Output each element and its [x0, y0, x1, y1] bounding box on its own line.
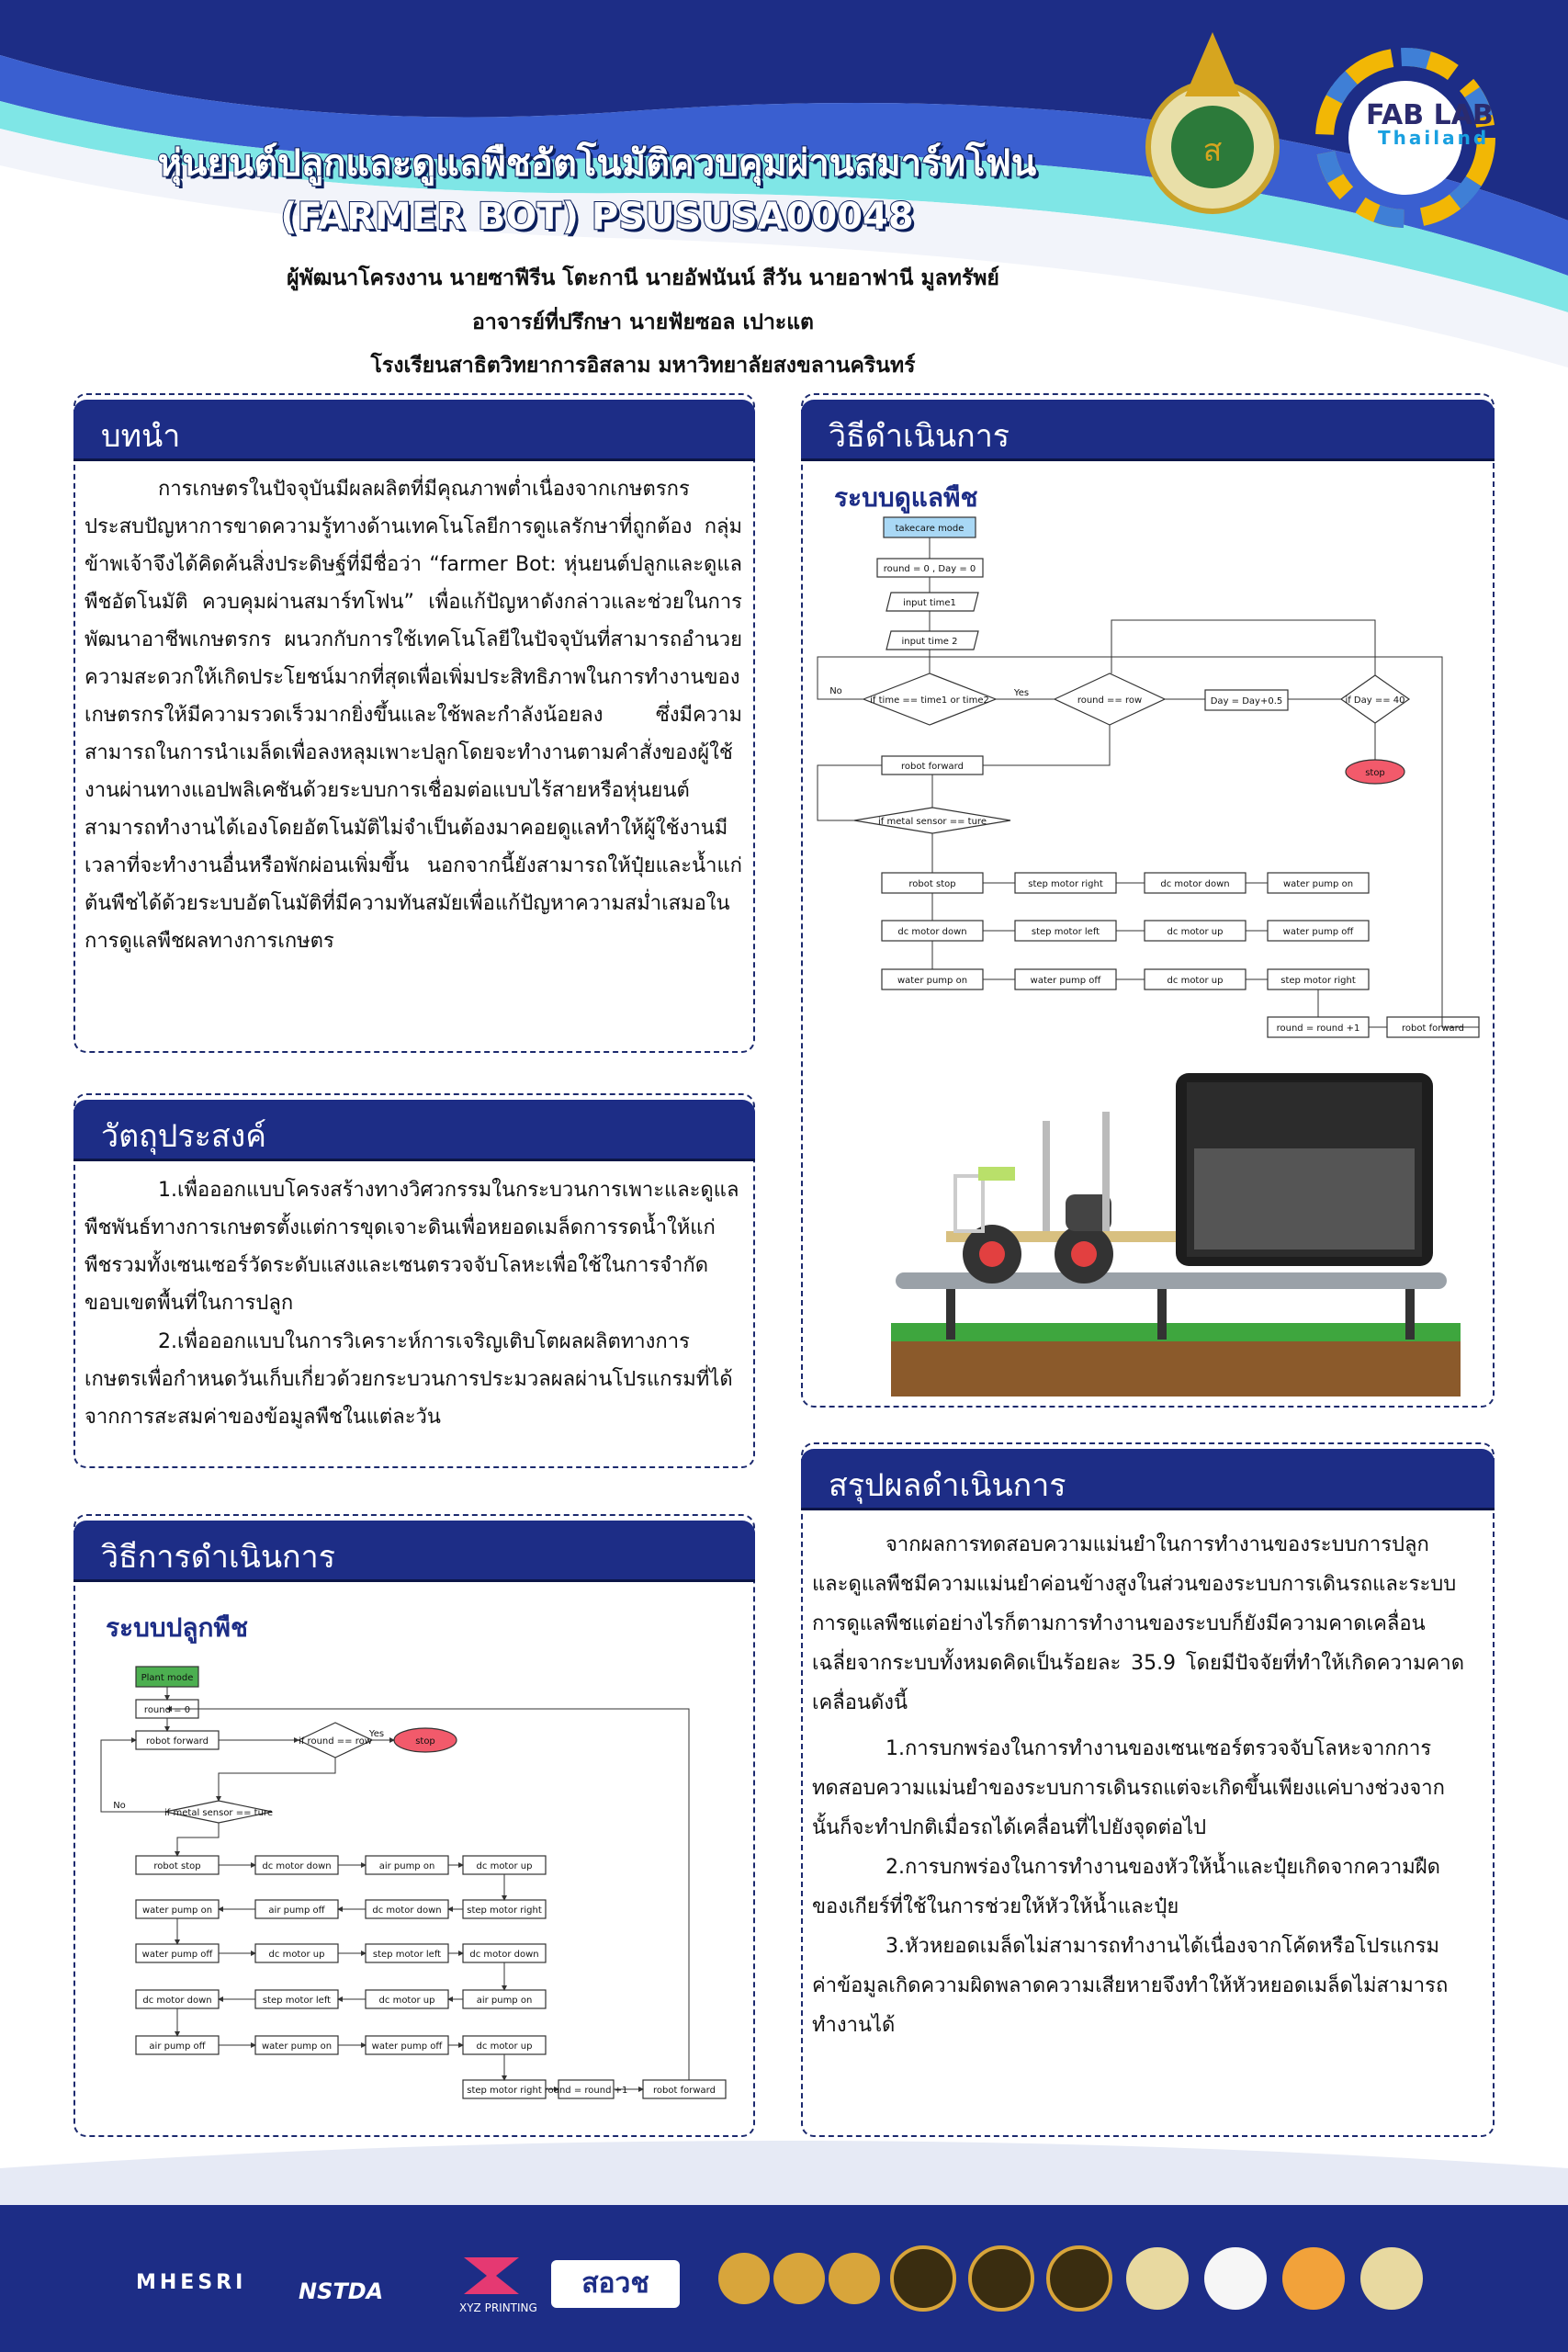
node-takecare: takecare mode	[895, 524, 964, 534]
fablab-subtext: Thailand	[1378, 127, 1490, 149]
node-water-on-r2: water pump on	[897, 976, 968, 986]
node-air-on-2: air pump on	[476, 1996, 533, 2006]
label-no-1: No	[113, 1801, 126, 1811]
node-dc-down-r1: dc motor down	[1160, 879, 1230, 889]
node-step-right-2: step motor right	[467, 2086, 542, 2096]
node-robot-forward-2: robot forward	[653, 2086, 716, 2096]
node-input2: input time 2	[901, 637, 958, 647]
objectives-header: วัตถุประสงค์	[73, 1100, 755, 1159]
node-round-inc-right: round = round +1	[1276, 1023, 1360, 1034]
node-round-day: round = 0 , Day = 0	[883, 564, 976, 574]
node-if-metal: if metal sensor == ture	[164, 1808, 273, 1818]
node-input1: input time1	[903, 598, 956, 608]
node-dc-up-2: dc motor up	[268, 1950, 325, 1960]
node-robot-forward-right: robot forward	[901, 762, 964, 772]
node-round0: round = 0	[143, 1705, 191, 1715]
node-step-left-1: step motor left	[372, 1950, 442, 1960]
node-if-round-right: round == row	[1077, 695, 1143, 706]
label-yes-right: Yes	[1013, 688, 1030, 698]
developers-line: ผู้พัฒนาโครงงาน นายซาฟีรีน โตะกานี นายอัฟนันน์ สีวัน นายอาฟานี มูลทรัพย์	[287, 266, 999, 290]
care-method-header: วิธีดำเนินการ	[801, 400, 1495, 458]
node-if-time: if time == time1 or time2	[870, 695, 989, 706]
node-air-on-1: air pump on	[378, 1861, 435, 1871]
intro-text: การเกษตรในปัจจุบันมีผลผลิตที่มีคุณภาพต่ำเนื่องจากเกษตรกรประสบปัญหาการขาดความรู้ทางด้านเทคโนโลยีการดูแลรักษาที่ถูกต้อง กลุ่มข้าพเจ้าจึงได้คิดค้นสิ่งประดิษฐ์ที่มีชื่อว่า “farmer Bot: หุ่นยนต์ปลูกและดูแลพืชอัตโนมัติ ควบคุมผ่านสมาร์ทโฟน” เพื่อแก้ปัญหาดังกล่าวและช่วยในการพัฒนาอาชีพเกษตรกร ผนวกกับการใช้เทคโนโลยีในปัจจุบันที่สามารถอำนวยความสะดวกให้เกิดประโยชน์มากที่สุดเพื่อเพิ่มประสิทธิภาพในการทำงานของเกษตรกรให้มีความรวดเร็วมากยิ่งขึ้นและใช้พละกำลังน้อยลง ซึ่งมีความสามารถในการนำเมล็ดเพื่อลงหลุมเพาะปลูกโดยจะทำงานตามคำสั่งของผู้ใช้งานผ่านทางแอปพลิเคชันด้วยระบบการเชื่อมต่อแบบไร้สายหรือหุ่นยนต์สามารถทำงานได้เองโดยอัตโนมัติไม่จำเป็นต้องมาคอยดูแลทำให้ผู้ใช้งานมีเวลาที่จะทำงานอื่นหรือพักผ่อนเพิ่มขึ้น นอกจากนี้ยังสามารถให้ปุ๋ยและน้ำแก่ต้นพืชได้ด้วยระบบอัตโนมัติที่มีความทันสมัยเพื่อแก้ปัญหาความสม่ำเสมอในการดูแลพืชผลทางการเกษตร	[85, 478, 742, 953]
footer-logo-xyz: XYZ PRINTING	[459, 2301, 537, 2314]
node-stop-right: stop	[1365, 768, 1385, 778]
summary-header: สรุปผลดำเนินการ	[801, 1449, 1495, 1508]
node-plant-mode: Plant mode	[141, 1673, 194, 1683]
summary-item-1: 1.การบกพร่องในการทำงานของเซนเซอร์ตรวจจับโลหะจากการทดสอบความแม่นยำของระบบการเดินรถแต่จะเกิดขึ้นเพียงแค่บางช่วงจากนั้นก็จะทำปกติเมื่อรถได้เคลื่อนที่ไปยังจุดต่อไป	[812, 1737, 1445, 1839]
title-line-1: หุ่นยนต์ปลูกและดูแลพืชอัตโนมัติควบคุมผ่านสมาร์ทโฟน	[157, 142, 1037, 185]
node-dc-down-3: dc motor down	[469, 1950, 539, 1960]
summary-item-2: 2.การบกพร่องในการทำงานของหัวให้น้ำและปุ๋ยเกิดจากความฝืดของเกียร์ที่ใช้ในการช่วยให้หัวให้น้ำและปุ๋ย	[812, 1856, 1440, 1918]
planting-method-header: วิธีการดำเนินการ	[73, 1521, 755, 1579]
footer-emblems	[707, 2233, 1534, 2324]
node-water-off-r2: water pump off	[1030, 976, 1101, 986]
node-water-off-2: water pump off	[371, 2041, 443, 2052]
node-air-off-2: air pump off	[149, 2041, 206, 2052]
svg-text:ส: ส	[1202, 132, 1223, 169]
node-step-right-1: step motor right	[467, 1905, 542, 1916]
node-dc-down-1: dc motor down	[262, 1861, 332, 1871]
node-water-on-2: water pump on	[261, 2041, 333, 2052]
node-step-left-2: step motor left	[262, 1996, 332, 2006]
node-water-off-1: water pump off	[141, 1950, 213, 1960]
planting-flowchart	[92, 1654, 753, 2104]
node-dc-down-r2: dc motor down	[897, 927, 967, 937]
summary-item-3: 3.หัวหยอดเมล็ดไม่สามารถทำงานได้เนื่องจากโค้ดหรือโปรแกรมค่าข้อมูลเกิดความผิดพลาดความเสียหายจึงทำให้หัวหยอดเมล็ดไม่สามารถทำงานได้	[812, 1935, 1449, 2037]
node-robot-forward: robot forward	[146, 1736, 209, 1747]
title-line-2: (FARMER BOT) PSUSUSA00048	[280, 196, 914, 238]
planting-section-title: ระบบปลูกพืช	[106, 1612, 248, 1643]
objective-item-1: 1.เพื่อออกแบบโครงสร้างทางวิศวกรรมในกระบวนการเพาะและดูแลพืชพันธ์ทางการเกษตรตั้งแต่การขุดเจาะดินเพื่อหยอดเมล็ดการรดน้ำให้แก่พืชรวมทั้งเซนเซอร์วัดระดับแสงและเซนตรวจจับโลหะเพื่อใช้ในการจำกัดขอบเขตพื้นที่ในการปลูก	[85, 1179, 739, 1315]
node-step-left-r1: step motor left	[1031, 927, 1100, 937]
node-round-inc: round = round +1	[544, 2086, 628, 2096]
node-dc-up-4: dc motor up	[476, 2041, 533, 2052]
node-if-day: if Day == 40	[1345, 695, 1405, 706]
footer-logo-xyz-mark	[459, 2253, 524, 2299]
node-step-right-r1: step motor right	[1028, 879, 1103, 889]
node-water-on-1: water pump on	[141, 1905, 213, 1916]
footer-logo-nstda: NSTDA	[299, 2278, 384, 2304]
node-dc-up-r2: dc motor up	[1167, 976, 1224, 986]
node-step-right-r2: step motor right	[1280, 976, 1356, 986]
node-dc-up-1: dc motor up	[476, 1861, 533, 1871]
node-day-inc: Day = Day+0.5	[1210, 696, 1283, 707]
objective-item-2: 2.เพื่อออกแบบในการวิเคราะห์การเจริญเติบโตผลผลิตทางการเกษตรเพื่อกำหนดวันเก็บเกี่ยวด้วยกระบวนการประมวลผลผ่านโปรแกรมที่ได้จากการสะสมค่าของข้อมูลพืชในแต่ละวัน	[85, 1330, 733, 1429]
node-air-off-1: air pump off	[268, 1905, 325, 1916]
footer-logo-mhesri: MHESRI	[136, 2271, 247, 2294]
node-robot-stop-right: robot stop	[908, 879, 956, 889]
node-water-off-r1: water pump off	[1282, 927, 1354, 937]
node-water-on-r1: water pump on	[1282, 879, 1354, 889]
node-dc-down-2: dc motor down	[372, 1905, 442, 1916]
label-yes-1: Yes	[368, 1729, 385, 1739]
label-no-right: No	[829, 686, 842, 696]
node-robot-forward-right-2: robot forward	[1402, 1023, 1464, 1034]
node-dc-up-r1: dc motor up	[1167, 927, 1224, 937]
node-stop: stop	[415, 1736, 435, 1747]
node-robot-stop: robot stop	[153, 1861, 201, 1871]
care-flowchart	[808, 510, 1488, 1052]
school-line: โรงเรียนสาธิตวิทยาการอิสลาม มหาวิทยาลัยสงขลานครินทร์	[370, 354, 916, 378]
node-if-round: if round == row	[299, 1736, 372, 1747]
robot-illustration	[891, 1066, 1461, 1396]
fablab-text: FAB LAB	[1366, 99, 1494, 131]
summary-paragraph-1: จากผลการทดสอบความแม่นยำในการทำงานของระบบการปลูกและดูแลพืชมีความแม่นยำค่อนข้างสูงในส่วนของระบบการเดินรถและระบบการดูแลพืชแต่อย่างไรก็ตามการทำงานของระบบก็ยังมีความคาดเคลื่อนเฉลี่ยจากระบบทั้งหมดคิดเป็นร้อยละ 35.9 โดยมีปัจจัยที่ทำให้เกิดความคาดเคลื่อนดังนี้	[812, 1533, 1464, 1714]
node-dc-down-4: dc motor down	[142, 1996, 212, 2006]
footer-logo-sop: สอวช	[551, 2260, 680, 2308]
advisor-line: อาจารย์ที่ปรึกษา นายฟัยซอล เปาะแต	[472, 311, 814, 334]
node-dc-up-3: dc motor up	[378, 1996, 435, 2006]
intro-header: บทนำ	[73, 400, 755, 458]
node-if-metal-right: if metal sensor == ture	[878, 817, 987, 827]
school-logo	[1134, 28, 1291, 220]
care-section-title: ระบบดูแลพืช	[834, 482, 978, 513]
